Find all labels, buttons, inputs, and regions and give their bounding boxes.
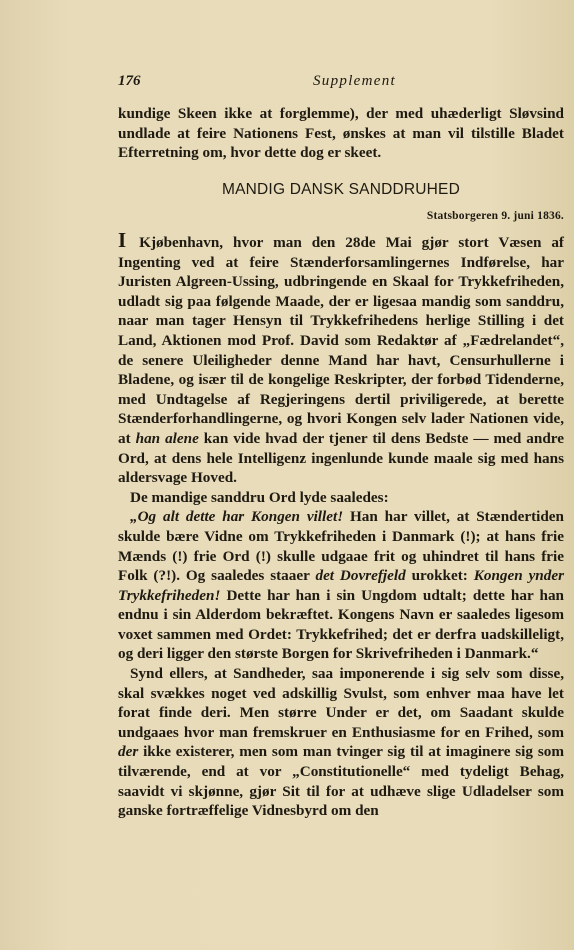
page-header [118,73,564,95]
paragraph-3-quote [118,507,564,664]
quote-opening: „Og alt dette har Kongen villet! [130,508,344,526]
paragraph-4-text-b: ikke existerer, men som man tvinger sig til at imaginere sig som tilværende, end at vor „Constitutionelle“ med tydeligt Behag, saavidt vi skjønne, gjør Sit til for at udhæve slige Udladelser som ganske fortræffelige Vidnesbyrd om den [118,743,564,820]
paragraph-4 [118,664,564,821]
quote-text-c: Dette har han i sin Ungdom udtalt; dette har han endnu i sin Alderdom bekræftet. Kongens Navn er saaledes ligesom voxet sammen med Ordet: Trykkefrihed; det er derfra uadskilleligt, og deri ligger den største Borgen for Skrivefriheden i Danmark.“ [118,586,564,663]
quote-text-a: Han har villet, at Stændertiden skulde bære Vidne om Trykkefriheden i Danmark (!); at hans frie Mænds (!) frie Ord (!) skulle udgaae frit og uhindret til hans frie Folk (?!). Og saaledes staaer [118,508,564,585]
paragraph-1-emphasis: han alene [135,429,199,447]
running-head: Supplement [313,73,396,89]
quote-emphasis-kongen: Kongen ynder Trykkefriheden! [118,567,565,604]
paragraph-4-emphasis: der [118,743,139,761]
page-number: 176 [118,73,141,89]
paragraph-2: De mandige sanddru Ord lyde saaledes: [130,488,389,506]
continuation-paragraph [118,104,564,163]
article-body [118,230,564,821]
continuation-text: kundige Skeen ikke at forglemme), der med uhæderligt Sløvsind undlade at feire Nationens Fest, ønskes at man vil tilstille Bladet Efterretning om, hvor dette dog er skeet. [118,105,564,162]
paragraph-1 [118,230,564,488]
paragraph-4-text-a: Synd ellers, at Sandheder, saa imponerende i sig selv som disse, skal svækkes noget ved adskillig Svulst, som enhver maa have let forat finde deri. Men større Under er det, om Saadant skulde undgaaes hvor man fremskruer en Enthusiasme for en Frihed, som [118,665,564,741]
paragraph-1-text-a: Kjøbenhavn, hvor man den 28de Mai gjør stort Væsen af Ingenting ved at feire Stænderforsamlingernes Indførelse, har Juristen Algreen-Ussing, udbringende en Skaal for Trykkefriheden, udladt sig paa følgende Maade, der er ligesaa mandig som sanddru, naar man tager Hensyn til Trykkefrihedens herlige Stilling i det Land, Aktionen mod Prof. David som Redaktør af „Fædrelandet“, de senere Uleiligheder denne Mand har havt, Censurhullerne i Bladene, og især til de kongelige Reskripter, der forbød Tidenderne, med Undtagelse af Regjeringens dertil priviligerede, at berette Stænderforhandlingerne, og hvori Kongen selv lader Nationen vide, at [118,234,564,447]
paragraph-1-text-b: kan vide hvad der tjener til dens Bedste — med andre Ord, at dens hele Intelligenz ingenlunde kunde maale sig med hans aldersvage Hoved. [118,429,564,487]
quote-emphasis-dovrefjeld: det Dovrefjeld [315,567,406,585]
drop-cap: I [118,228,127,252]
article-title: MANDIG DANSK SANDDRUHED [222,181,460,198]
article-dateline: Statsborgeren 9. juni 1836. [426,210,564,222]
quote-text-b: urokket: [405,567,474,585]
